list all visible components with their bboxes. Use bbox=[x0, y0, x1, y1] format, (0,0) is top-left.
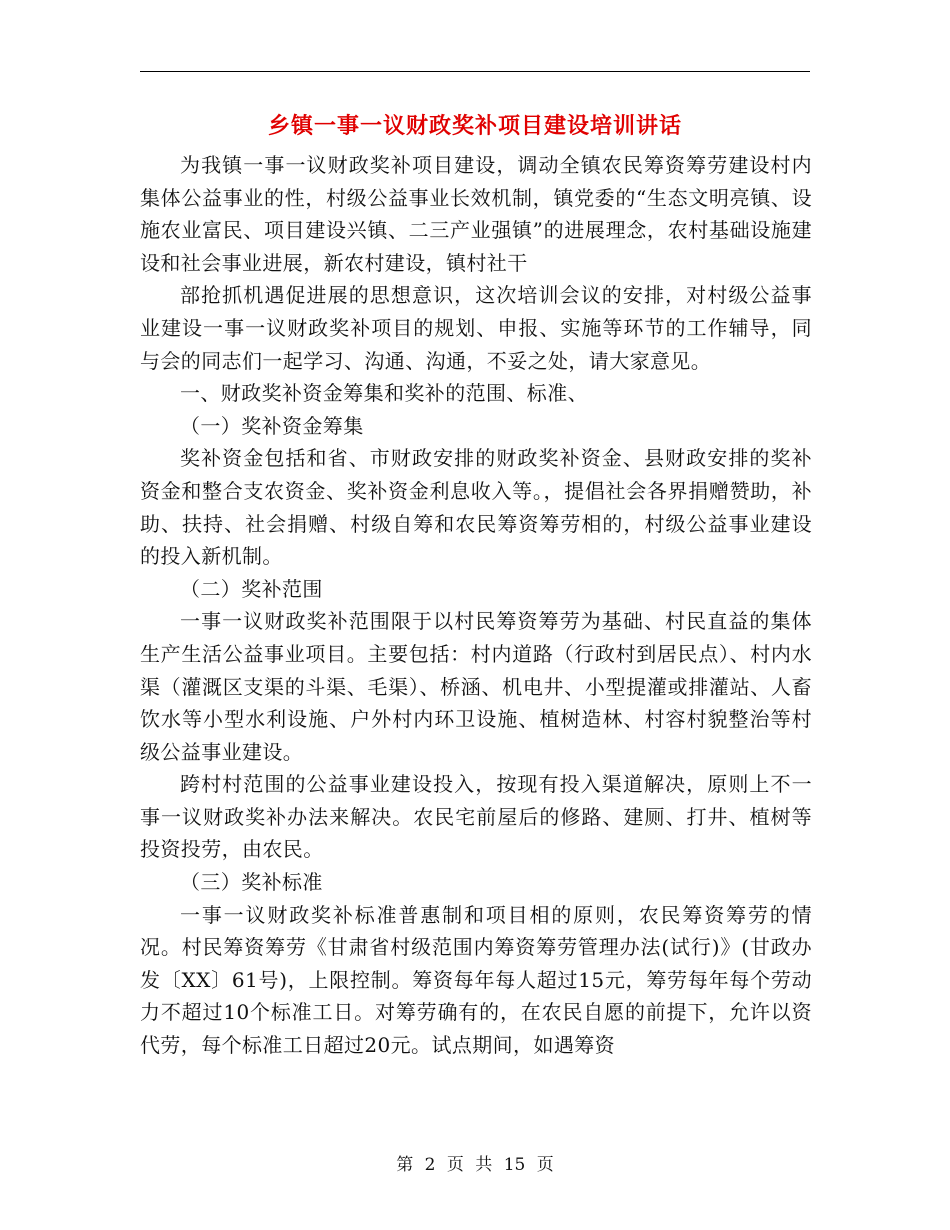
paragraph: 奖补资金包括和省、市财政安排的财政奖补资金、县财政安排的奖补资金和整合支农资金、奖补资金利息收入等。，提倡社会各界捐赠赞助，补助、扶持、社会捐赠、村级自筹和农民筹资筹劳相的，村级公益事业建设的投入新机制。 bbox=[140, 446, 812, 569]
document-title: 乡镇一事一议财政奖补项目建设培训讲话 bbox=[267, 113, 682, 139]
paragraph: 一事一议财政奖补范围限于以村民筹资筹劳为基础、村民直益的集体生产生活公益事业项目。主要包括：村内道路（行政村到居民点）、村内水渠（灌溉区支渠的斗渠、毛渠）、桥涵、机电井、小型提灌或排灌站、人畜饮水等小型水利设施、户外村内环卫设施、植树造林、村容村貌整治等村级公益事业建设。 bbox=[140, 609, 812, 764]
subsection-heading: （二）奖补范围 bbox=[180, 576, 323, 601]
page-number-footer: 第 2 页 共 15 页 bbox=[396, 1155, 554, 1175]
paragraph: 跨村村范围的公益事业建设投入，按现有投入渠道解决，原则上不一事一议财政奖补办法来解决。农民宅前屋后的修路、建厕、打井、植树等投资投劳，由农民。 bbox=[140, 772, 812, 862]
header-rule bbox=[140, 71, 810, 72]
paragraph: 部抢抓机遇促进展的思想意识，这次培训会议的安排，对村级公益事业建设一事一议财政奖补项目的规划、申报、实施等环节的工作辅导，同与会的同志们一起学习、沟通、沟通，不妥之处，请大家意见。 bbox=[140, 283, 812, 373]
section-heading: 一、财政奖补资金筹集和奖补的范围、标准、 bbox=[180, 381, 588, 406]
paragraph: 一事一议财政奖补标准普惠制和项目相的原则，农民筹资筹劳的情况。村民筹资筹劳《甘肃省村级范围内筹资筹劳管理办法(试行)》(甘政办发〔XX〕61号)，上限控制。筹资每年每人超过15元，筹劳每年每个劳动力不超过10个标准工日。对筹劳确有的，在农民自愿的前提下，允许以资代劳，每个标准工日超过20元。试点期间，如遇筹资 bbox=[140, 902, 812, 1058]
subsection-heading: （一）奖补资金筹集 bbox=[180, 413, 364, 438]
paragraph: 为我镇一事一议财政奖补项目建设，调动全镇农民筹资筹劳建设村内集体公益事业的性，村级公益事业长效机制，镇党委的“生态文明亮镇、设施农业富民、项目建设兴镇、二三产业强镇”的进展理念，农村基础设施建设和社会事业进展，新农村建设，镇村社干 bbox=[140, 153, 812, 275]
subsection-heading: （三）奖补标准 bbox=[180, 870, 323, 895]
document-body bbox=[140, 149, 812, 1062]
